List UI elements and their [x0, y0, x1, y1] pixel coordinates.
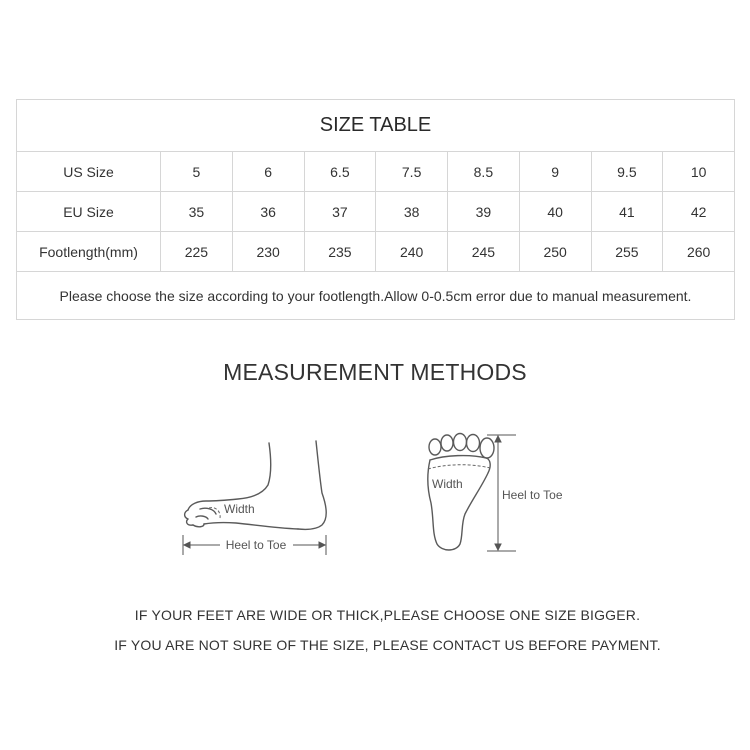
table-cell: 8.5 [448, 152, 520, 192]
table-cell: 39 [448, 192, 520, 232]
table-cell: 245 [448, 232, 520, 272]
row-label: Footlength(mm) [17, 232, 161, 272]
table-cell: 36 [232, 192, 304, 232]
row-label: EU Size [17, 192, 161, 232]
table-cell: 7.5 [376, 152, 448, 192]
table-row-eu-size [17, 192, 735, 232]
notice-contact-us: IF YOU ARE NOT SURE OF THE SIZE, PLEASE CONTACT US BEFORE PAYMENT. [114, 637, 661, 653]
side-length-label: Heel to Toe [225, 538, 287, 552]
table-cell: 5 [161, 152, 233, 192]
row-label: US Size [17, 152, 161, 192]
size-table-title: SIZE TABLE [17, 100, 735, 152]
side-width-label: Width [224, 502, 255, 516]
sole-width-label: Width [432, 477, 463, 491]
side-view-foot-diagram [176, 435, 336, 560]
side-foot-icon [176, 435, 336, 560]
size-note: Please choose the size according to your footlength.Allow 0-0.5cm error due to manual measurement. [17, 272, 735, 320]
size-table [16, 99, 735, 320]
measurement-methods-title: MEASUREMENT METHODS [223, 359, 527, 385]
size-note-row [17, 272, 735, 320]
table-cell: 41 [591, 192, 663, 232]
table-cell: 255 [591, 232, 663, 272]
sole-length-label: Heel to Toe [502, 488, 563, 502]
table-cell: 10 [663, 152, 735, 192]
table-cell: 9 [519, 152, 591, 192]
table-cell: 40 [519, 192, 591, 232]
table-cell: 240 [376, 232, 448, 272]
table-cell: 6 [232, 152, 304, 192]
table-cell: 9.5 [591, 152, 663, 192]
table-cell: 37 [304, 192, 376, 232]
size-table-title-row [17, 100, 735, 152]
table-cell: 42 [663, 192, 735, 232]
table-cell: 230 [232, 232, 304, 272]
table-cell: 35 [161, 192, 233, 232]
table-cell: 225 [161, 232, 233, 272]
table-row-us-size [17, 152, 735, 192]
table-cell: 6.5 [304, 152, 376, 192]
notice-wide-feet: IF YOUR FEET ARE WIDE OR THICK,PLEASE CHOOSE ONE SIZE BIGGER. [134, 607, 641, 623]
table-cell: 260 [663, 232, 735, 272]
table-row-footlength [17, 232, 735, 272]
sole-view-foot-diagram [410, 428, 580, 558]
table-cell: 250 [519, 232, 591, 272]
table-cell: 38 [376, 192, 448, 232]
sole-foot-icon [410, 428, 580, 558]
table-cell: 235 [304, 232, 376, 272]
